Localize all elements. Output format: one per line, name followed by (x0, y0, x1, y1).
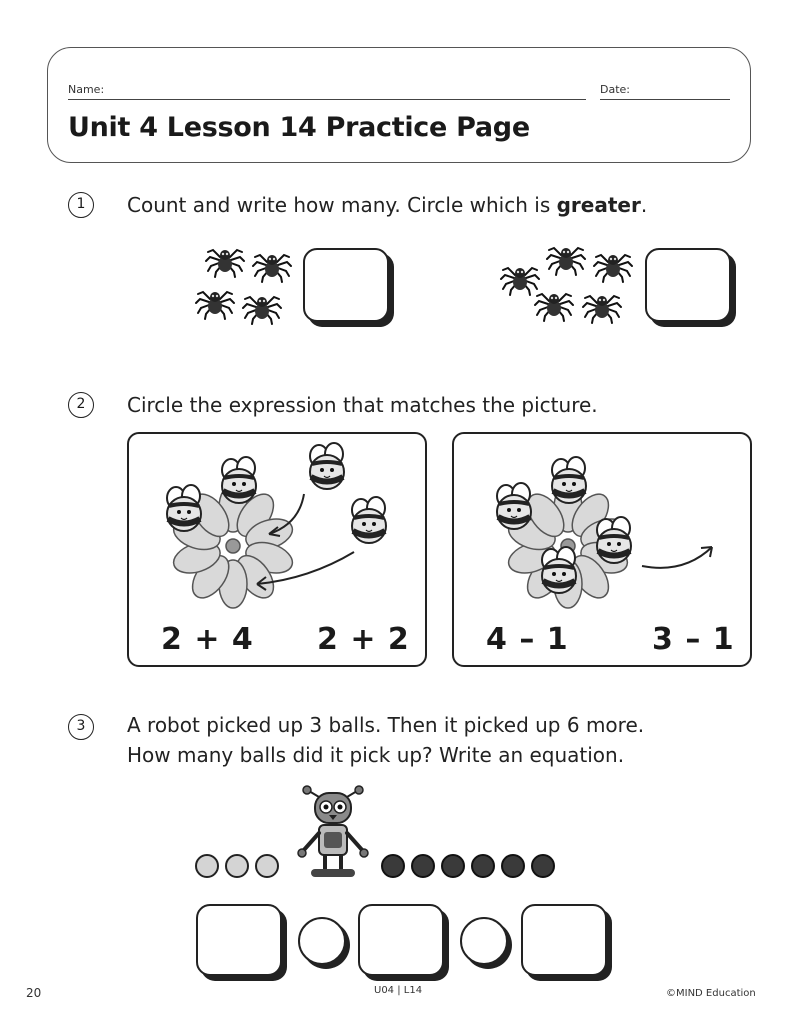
spider-icon (594, 255, 632, 282)
question-3-line-2: How many balls did it pick up? Write an equation. (127, 743, 625, 767)
spider-icon (501, 268, 539, 295)
date-label: Date: (600, 83, 630, 96)
spider-icon (253, 255, 291, 282)
name-label: Name: (68, 83, 105, 96)
spider-icon (243, 297, 281, 324)
bee-icon (597, 517, 631, 563)
dark-balls (382, 855, 554, 877)
expression-option[interactable]: 3 – 1 (652, 622, 735, 657)
question-2-text: Circle the expression that matches the picture. (127, 393, 598, 417)
brand-footer: ©MIND Education (666, 988, 756, 999)
bee-flower-picture-left (129, 434, 429, 614)
bee-icon (310, 443, 344, 489)
date-field[interactable] (600, 99, 730, 100)
expression-option[interactable]: 2 + 2 (317, 622, 410, 657)
operator-circle-1[interactable] (298, 917, 346, 965)
question-1-text (127, 190, 647, 220)
bee-flower-picture-right (454, 434, 754, 614)
equation-box-1[interactable] (196, 904, 282, 976)
equation-box-2[interactable] (358, 904, 444, 976)
bee-icon (352, 497, 386, 543)
spider-icon (206, 250, 244, 277)
bee-icon (542, 547, 576, 593)
robot-icon (298, 786, 368, 877)
spider-icon (196, 292, 234, 319)
expression-option[interactable]: 4 – 1 (486, 622, 569, 657)
spider-group-right (500, 240, 640, 330)
light-balls (196, 855, 278, 877)
expression-option[interactable]: 2 + 4 (161, 622, 254, 657)
bee-icon (222, 457, 256, 503)
spider-icon (583, 296, 621, 323)
spider-group-left (200, 240, 300, 330)
spider-icon (535, 294, 573, 321)
header-box (47, 47, 751, 163)
bee-icon (497, 483, 531, 529)
equation-box-3[interactable] (521, 904, 607, 976)
question-number-1: 1 (68, 192, 94, 218)
q1-answer-box-right[interactable] (645, 248, 731, 322)
page-title: Unit 4 Lesson 14 Practice Page (68, 112, 530, 143)
name-field[interactable] (68, 99, 586, 100)
question-number-2: 2 (68, 392, 94, 418)
operator-circle-2[interactable] (460, 917, 508, 965)
q2-panel-right (452, 432, 752, 667)
question-3-line-1: A robot picked up 3 balls. Then it picked up 6 more. (127, 713, 645, 737)
question-number-3: 3 (68, 714, 94, 740)
spider-icon (547, 248, 585, 275)
question-1-text-end: . (640, 193, 648, 217)
question-1-text-start: Count and write how many. Circle which is (127, 193, 557, 217)
q1-answer-box-left[interactable] (303, 248, 389, 322)
bee-icon (167, 485, 201, 531)
lesson-code: U04 | L14 (374, 985, 423, 996)
page-number: 20 (26, 986, 42, 1000)
question-1-bold-word: greater (556, 193, 641, 217)
bee-icon (552, 457, 586, 503)
q2-panel-left (127, 432, 427, 667)
robot-and-balls-picture (190, 785, 570, 885)
